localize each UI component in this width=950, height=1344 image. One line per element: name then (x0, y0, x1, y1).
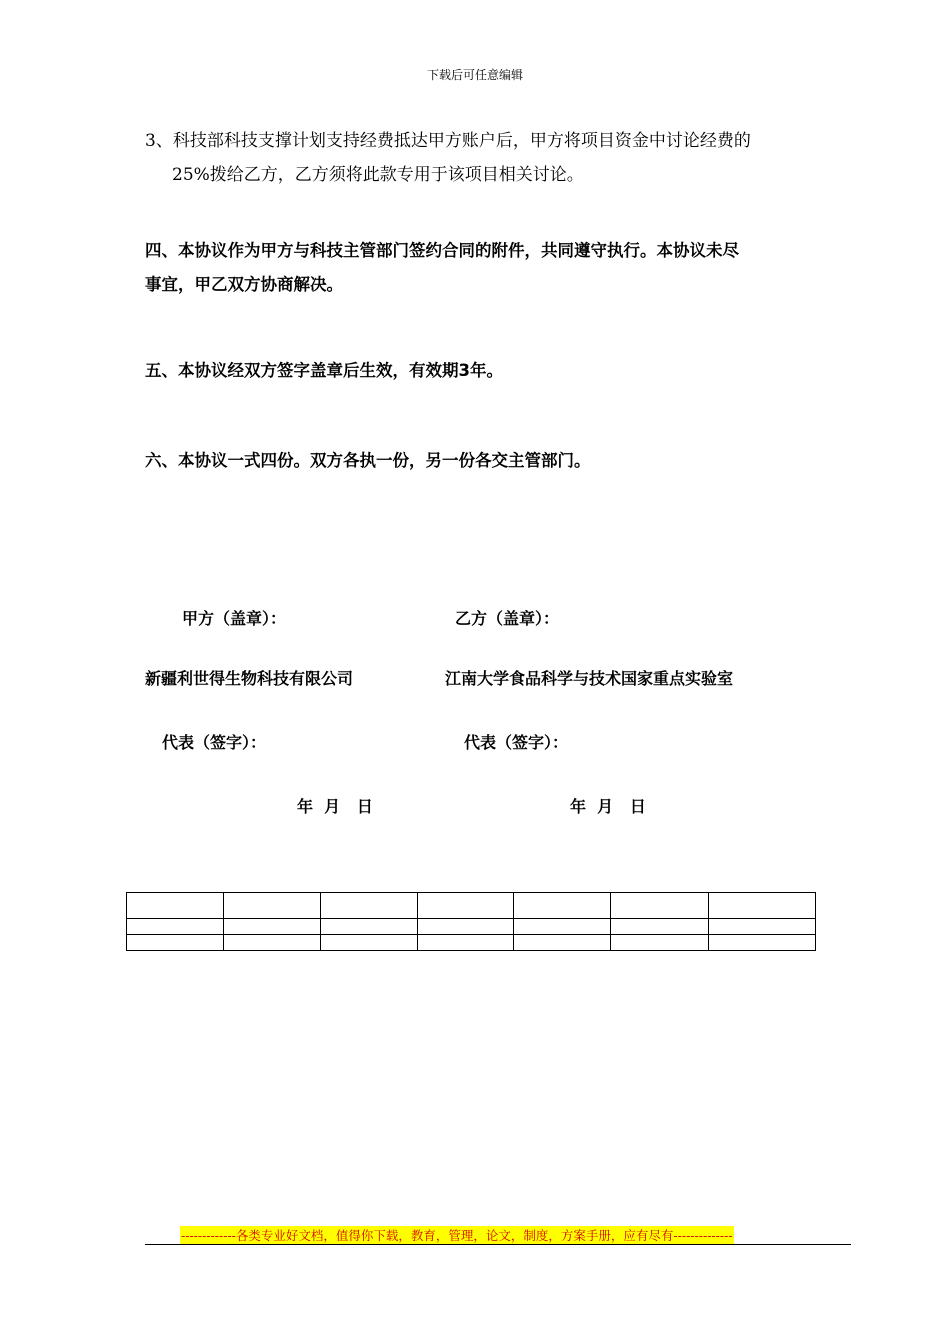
clause-4 (145, 234, 739, 302)
clause-3 (145, 124, 751, 192)
table-cell (320, 919, 417, 935)
party-a-seal-label: 甲方（盖章）： (182, 609, 287, 628)
table-cell (320, 935, 417, 951)
party-b-representative-label: 代表（签字）： (464, 733, 569, 752)
table-cell (709, 893, 816, 919)
party-b-date: 年 月 日 (570, 797, 646, 816)
empty-table (126, 892, 816, 951)
table-cell (417, 919, 514, 935)
table-cell (611, 919, 709, 935)
party-a-date: 年 月 日 (297, 797, 373, 816)
party-b-seal-label: 乙方（盖章）： (455, 609, 560, 628)
table-row (127, 919, 816, 935)
party-a-representative-label: 代表（签字）： (162, 733, 267, 752)
page-header: 下载后可任意编辑 (426, 68, 523, 82)
table-cell (417, 893, 514, 919)
table-cell (223, 919, 320, 935)
table-row (127, 935, 816, 951)
table-cell (709, 935, 816, 951)
table-cell (611, 935, 709, 951)
party-b-name: 江南大学食品科学与技术国家重点实验室 (445, 669, 734, 688)
clause-4-line-1: 四、本协议作为甲方与科技主管部门签约合同的附件，共同遵守执行。本协议未尽 (145, 241, 739, 260)
table-cell (514, 919, 611, 935)
clause-3-line-1: 3、科技部科技支撑计划支持经费抵达甲方账户后，甲方将项目资金中讨论经费的 (145, 131, 751, 151)
clause-4-line-2: 事宜，甲乙双方协商解决。 (145, 275, 343, 294)
clause-5: 五、本协议经双方签字盖章后生效，有效期3年。 (145, 361, 503, 380)
clause-6: 六、本协议一式四份。双方各执一份，另一份各交主管部门。 (145, 451, 591, 470)
table-cell (127, 935, 224, 951)
table-cell (611, 893, 709, 919)
table-cell (514, 893, 611, 919)
table-cell (709, 919, 816, 935)
table-cell (127, 893, 224, 919)
table-cell (514, 935, 611, 951)
party-a-name: 新疆利世得生物科技有限公司 (145, 669, 354, 688)
table-cell (417, 935, 514, 951)
table-cell (223, 935, 320, 951)
clause-3-line-2: 25%拨给乙方，乙方须将此款专用于该项目相关讨论。 (172, 165, 584, 185)
table-row (127, 893, 816, 919)
table-cell (223, 893, 320, 919)
table-cell (320, 893, 417, 919)
footer-divider (145, 1244, 851, 1245)
footer-banner: -------------各类专业好文档，值得你下载，教育，管理，论文，制度，方案手册，应有尽有-------------- (181, 1228, 733, 1243)
table-cell (127, 919, 224, 935)
